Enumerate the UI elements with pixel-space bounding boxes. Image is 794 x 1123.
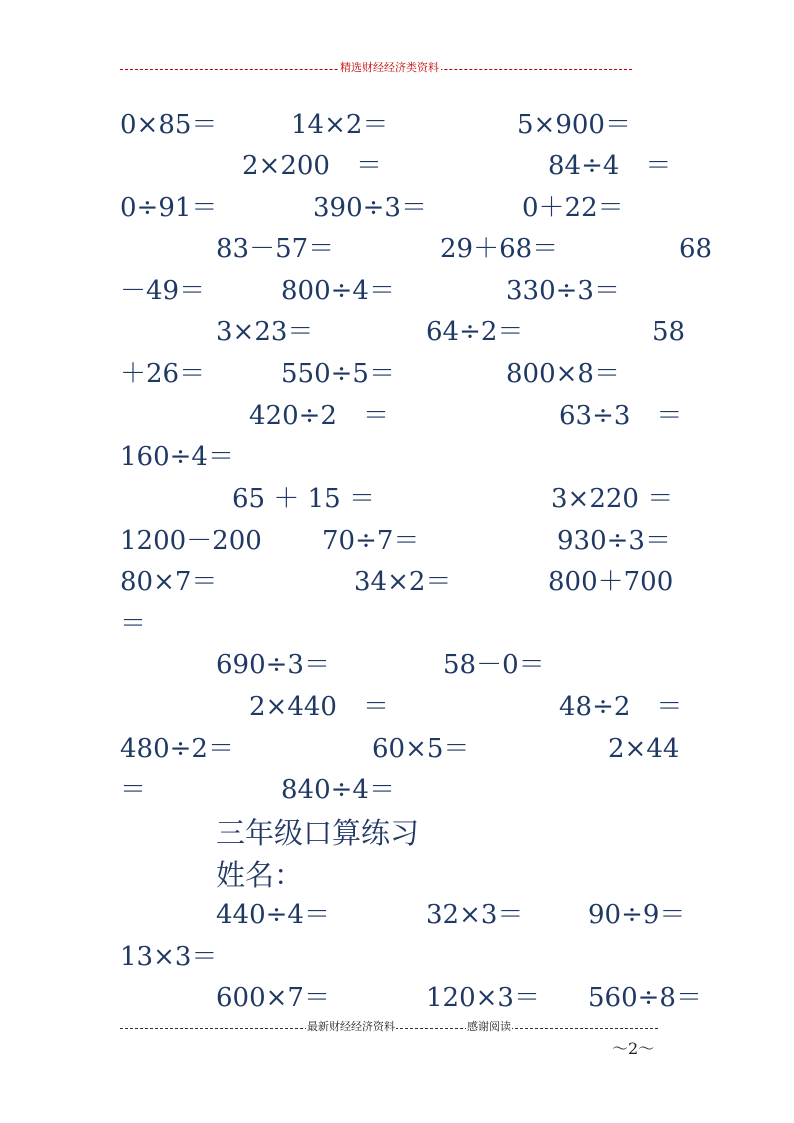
section-title: 三年级口算练习: [216, 816, 420, 850]
exercise: 840÷4＝: [281, 775, 395, 805]
exercise: 83－57＝: [216, 234, 335, 264]
exercise: 800＋700: [548, 567, 674, 597]
footer-right-text: 感谢阅读: [466, 1017, 512, 1037]
footer-left-text: 最新财经经济资料: [306, 1017, 396, 1037]
page-number: ～2～: [612, 1039, 655, 1058]
exercise: 63÷3 ＝: [559, 401, 683, 431]
exercise: 84÷4 ＝: [548, 151, 672, 181]
exercise: 600×7＝: [216, 983, 330, 1013]
header-text: 精选财经经济类资料: [338, 58, 441, 78]
page-footer: [120, 1017, 658, 1037]
exercise: 160÷4＝: [120, 442, 234, 472]
exercise: 0÷91＝: [120, 193, 218, 223]
exercise: 48÷2 ＝: [559, 692, 683, 722]
exercise: 3×23＝: [216, 317, 314, 347]
name-label: 姓名：: [216, 858, 304, 892]
exercise: 0＋22＝: [522, 193, 624, 223]
exercise: 65 ＋ 15 ＝: [232, 484, 375, 514]
exercise: 690÷3＝: [216, 650, 330, 680]
exercise: 68: [679, 234, 713, 264]
exercise: ＝: [120, 609, 147, 639]
exercise: 2×200 ＝: [242, 151, 382, 181]
exercise: 330÷3＝: [506, 276, 620, 306]
exercise: 34×2＝: [354, 567, 452, 597]
exercise: 60×5＝: [372, 734, 470, 764]
exercise: －49＝: [120, 276, 206, 306]
exercise: 550÷5＝: [281, 359, 395, 389]
exercise: 930÷3＝: [557, 526, 671, 556]
exercise: 13×3＝: [120, 942, 218, 972]
exercise: 390÷3＝: [313, 193, 427, 223]
exercise: 64÷2＝: [426, 317, 524, 347]
exercise: 0×85＝: [120, 110, 218, 140]
exercise: 800×8＝: [506, 359, 620, 389]
exercise: 70÷7＝: [322, 526, 420, 556]
exercise: 3×220 ＝: [551, 484, 674, 514]
page-header: [120, 58, 632, 78]
exercise: 5×900＝: [517, 110, 631, 140]
exercise: 58: [652, 317, 686, 347]
exercise: 2×44: [608, 734, 680, 764]
exercise: 440÷4＝: [216, 900, 330, 930]
exercise: 32×3＝: [426, 900, 524, 930]
exercise: ＝: [120, 775, 147, 805]
exercise: 2×440 ＝: [249, 692, 389, 722]
exercise: 420÷2 ＝: [249, 401, 389, 431]
exercise: 800÷4＝: [281, 276, 395, 306]
exercise: 120×3＝: [426, 983, 540, 1013]
exercise: 58－0＝: [443, 650, 545, 680]
exercise: 29＋68＝: [440, 234, 559, 264]
exercise: 14×2＝: [291, 110, 389, 140]
exercise: 560÷8＝: [588, 983, 702, 1013]
exercise: 480÷2＝: [120, 734, 234, 764]
exercise: 80×7＝: [120, 567, 218, 597]
exercise: 90÷9＝: [588, 900, 686, 930]
exercise: 1200－200: [120, 526, 262, 556]
exercise: ＋26＝: [120, 359, 206, 389]
